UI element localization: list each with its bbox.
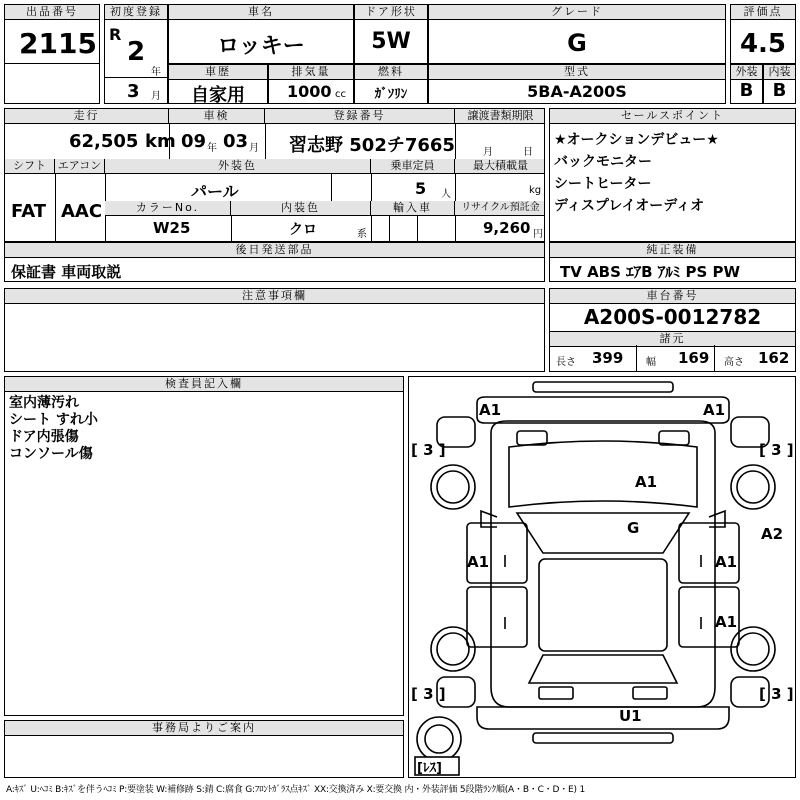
car-name-label: 車名 — [169, 5, 353, 20]
damage-a1-left-door: A1 — [467, 553, 490, 571]
inspection-year: 09 — [181, 131, 207, 152]
damage-g-windshield: G — [627, 519, 640, 537]
ext-color-label: 外装色 — [105, 159, 371, 174]
sales-points-label: セールスポイント — [550, 109, 795, 124]
door-type: 5W — [371, 29, 411, 54]
inspection-label: 車検 — [169, 109, 265, 124]
inspector-label: 検査員記入欄 — [5, 377, 403, 392]
displacement: 1000 — [287, 82, 332, 101]
history-label: 車歴 — [169, 65, 267, 80]
inspector-note: 室内薄汚れ — [9, 395, 79, 411]
fuel-cell — [354, 64, 428, 104]
month-unit: 月 — [151, 91, 161, 102]
sales-point-item: ★オークションデビュー★ — [554, 132, 719, 148]
fuel: ｶﾞｿﾘﾝ — [374, 87, 408, 102]
height: 162 — [758, 349, 790, 367]
equipment-block — [549, 242, 796, 282]
interior-cell — [763, 64, 796, 104]
color-no: W25 — [153, 219, 191, 237]
damage-u1-rear: U1 — [619, 707, 642, 725]
tire-front-right: [ 3 ] — [759, 441, 794, 459]
capacity-unit: 人 — [441, 189, 451, 200]
transfer-label: 譲渡書類期限 — [455, 109, 545, 124]
exterior-label: 外装 — [731, 65, 762, 80]
inspection-month-unit: 月 — [249, 143, 259, 154]
history-cell — [168, 64, 268, 104]
max-load-label: 最大積載量 — [455, 159, 545, 174]
car-name: ロッキー — [217, 34, 305, 59]
sales-point-item: バックモニター — [554, 154, 652, 170]
equipment-label: 純正装備 — [550, 243, 795, 258]
damage-a2-right-fender: A2 — [761, 525, 784, 543]
reg-year: 2 — [127, 37, 146, 67]
car-diagram-drawing — [409, 377, 796, 778]
transfer-day-unit: 日 — [523, 147, 533, 158]
chassis-number: A200S-0012782 — [583, 305, 762, 329]
specs-label: 諸元 — [550, 331, 795, 347]
later-parts-block — [4, 242, 545, 282]
sales-point-item: シートヒーター — [554, 176, 652, 192]
year-unit: 年 — [151, 67, 161, 78]
mileage-label: 走行 — [5, 109, 169, 124]
mileage-unit: km — [145, 131, 176, 152]
grade: G — [567, 29, 587, 57]
first-registration-cell — [104, 4, 168, 104]
displacement-label: 排気量 — [269, 65, 353, 80]
recycle-unit: 円 — [533, 229, 543, 240]
chassis-block — [549, 288, 796, 372]
max-load-unit: kg — [529, 185, 542, 196]
model: 5BA-A200S — [527, 82, 627, 101]
inspector-note: コンソール傷 — [9, 446, 93, 462]
plate-number: 習志野 502チ7665 — [289, 135, 455, 156]
fuel-label: 燃料 — [355, 65, 427, 80]
recycle-fee: 9,260 — [483, 219, 531, 237]
notes-label: 注意事項欄 — [5, 289, 544, 304]
ac: AAC — [61, 201, 103, 222]
damage-a1-front-left: A1 — [479, 401, 502, 419]
transfer-month-unit: 月 — [483, 147, 493, 158]
car-name-cell — [168, 4, 354, 64]
color-no-label: カラーNo. — [105, 201, 231, 216]
model-cell — [428, 64, 726, 104]
int-color-label: 内装色 — [231, 201, 371, 216]
plate-label: 登録番号 — [265, 109, 455, 124]
width: 169 — [678, 349, 710, 367]
history: 自家用 — [191, 85, 245, 104]
office-block — [4, 720, 404, 778]
exterior-cell — [730, 64, 763, 104]
office-label: 事務局よりご案内 — [5, 721, 403, 736]
equipment: TV ABS ｴｱB ｱﾙﾐ PS PW — [560, 263, 741, 281]
int-color: クロ — [289, 222, 317, 238]
int-color-unit: 系 — [357, 229, 367, 240]
length-label: 長さ — [556, 357, 576, 368]
inspection-month: 03 — [223, 131, 249, 152]
tire-front-left: [ 3 ] — [411, 441, 446, 459]
later-parts-label: 後日発送部品 — [5, 243, 544, 258]
grade-label: グレード — [429, 5, 725, 20]
score-label: 評価点 — [731, 5, 795, 20]
inspector-note: ドア内張傷 — [9, 429, 79, 445]
height-label: 高さ — [724, 357, 744, 368]
inspection-year-unit: 年 — [207, 143, 217, 154]
car-diagram — [408, 376, 796, 778]
grade-cell — [428, 4, 726, 64]
capacity-label: 乗車定員 — [371, 159, 455, 174]
inspector-block — [4, 376, 404, 716]
model-label: 型式 — [429, 65, 725, 80]
spare-tire-status: [ﾚｽ] — [417, 761, 442, 776]
displacement-unit: cc — [335, 89, 346, 100]
lot-number-label: 出品番号 — [5, 5, 99, 20]
length: 399 — [592, 349, 624, 367]
shift-label: シフト — [5, 159, 55, 174]
ac-label: エアコン — [55, 159, 105, 174]
import-label: 輸入車 — [371, 201, 455, 216]
vehicle-info-block — [4, 108, 545, 242]
sales-points-list — [554, 129, 719, 217]
damage-a1-right-door: A1 — [715, 553, 738, 571]
exterior-grade: B — [739, 80, 754, 101]
tire-rear-right: [ 3 ] — [759, 685, 794, 703]
header-block — [4, 4, 796, 104]
interior-label: 内装 — [764, 65, 795, 80]
door-label: ドア形状 — [355, 5, 427, 20]
interior-grade: B — [772, 80, 787, 101]
lot-number-cell — [4, 4, 100, 104]
score: 4.5 — [739, 29, 787, 59]
door-cell — [354, 4, 428, 64]
shift: FAT — [11, 201, 47, 222]
displacement-cell — [268, 64, 354, 104]
notes-block — [4, 288, 545, 372]
width-label: 幅 — [646, 357, 656, 368]
chassis-label: 車台番号 — [550, 289, 795, 304]
reg-month: 3 — [127, 81, 140, 102]
mileage: 62,505 — [69, 131, 139, 152]
inspector-notes — [9, 395, 98, 463]
recycle-label: リサイクル預託金 — [455, 201, 545, 216]
first-registration-label: 初度登録 — [105, 5, 167, 20]
damage-a1-hood: A1 — [635, 473, 658, 491]
damage-a1-right-rear: A1 — [715, 613, 738, 631]
capacity: 5 — [415, 179, 427, 198]
sales-point-item: ディスプレイオーディオ — [554, 198, 705, 214]
era: R — [109, 25, 122, 44]
score-cell — [730, 4, 796, 64]
inspector-note: シート すれ小 — [9, 412, 98, 428]
ext-color: パール — [191, 182, 239, 201]
tire-rear-left: [ 3 ] — [411, 685, 446, 703]
legend: A:ｷｽﾞ U:ﾍｺﾐ B:ｷｽﾞを伴うﾍｺﾐ P:要塗装 W:補修跡 S:錆 C:腐食 G:ﾌﾛﾝﾄｶﾞﾗｽ点ｷｽﾞ XX:交換済み X:要交換 内・外装評価 5段階ﾗﾝｸ順(A・B・C・D・E) 1 — [6, 785, 585, 795]
later-parts: 保証書 車両取説 — [11, 263, 122, 281]
damage-a1-front-right: A1 — [703, 401, 726, 419]
lot-number: 2115 — [19, 27, 97, 60]
sales-points-block — [549, 108, 796, 242]
